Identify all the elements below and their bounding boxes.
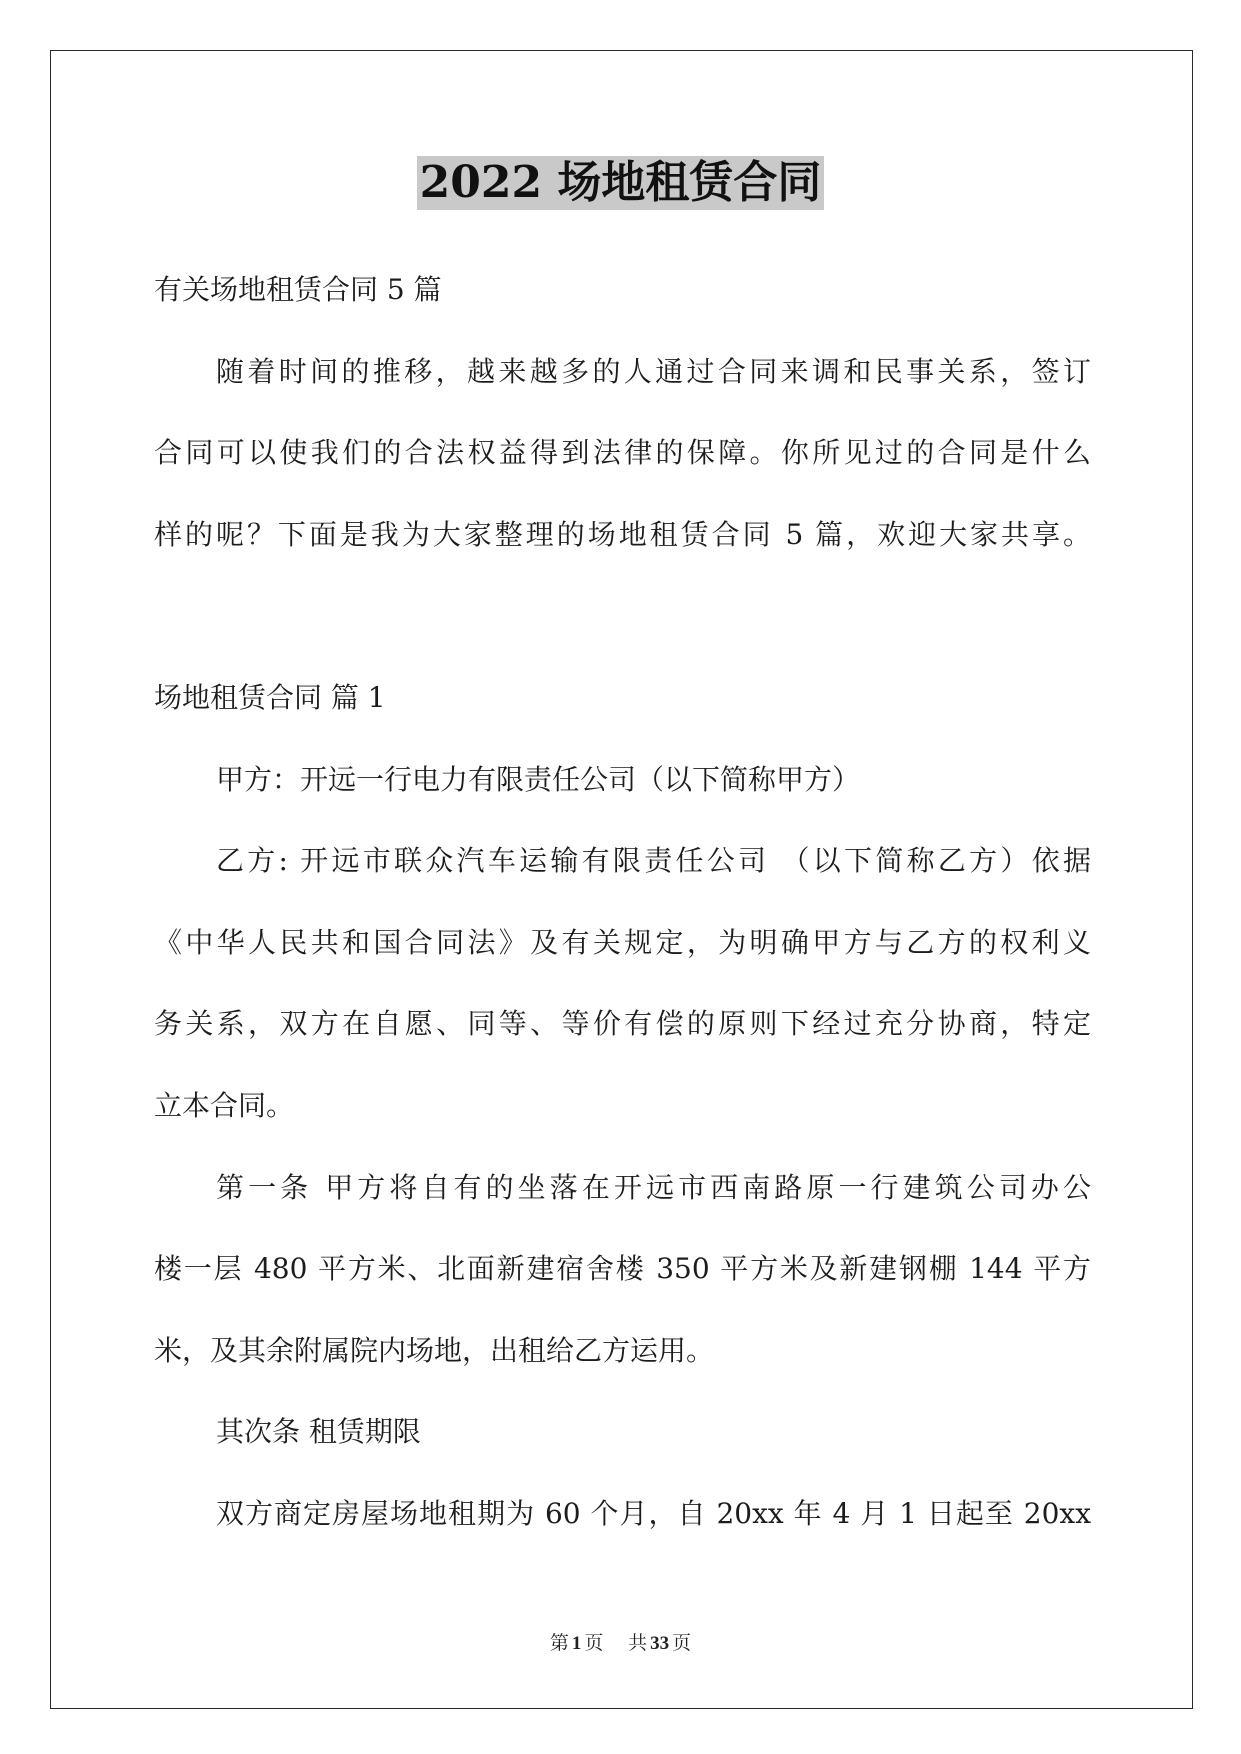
intro-paragraph	[154, 331, 1091, 576]
paragraph-line: 立本合同。	[154, 1088, 295, 1122]
article-1-paragraph	[154, 1147, 1091, 1392]
total-prefix: 共	[628, 1633, 648, 1654]
section-heading: 场地租赁合同 篇 1	[154, 680, 386, 714]
article-2-heading: 其次条 租赁期限	[216, 1415, 421, 1449]
document-title: 2022 场地租赁合同	[417, 156, 825, 210]
blank-line	[154, 575, 1091, 657]
paragraph-line: 米，及其余附属院内场地，出租给乙方运用。	[154, 1333, 715, 1367]
article-2-paragraph	[154, 1473, 1091, 1555]
party-b-paragraph	[154, 820, 1091, 1146]
document-body	[154, 249, 1091, 1555]
page-number: 1	[571, 1633, 582, 1654]
paragraph-line: 双方商定房屋场地租期为 60 个月，自 20xx 年 4 月 1 日起至 20xx	[216, 1496, 1091, 1530]
total-pages: 33	[650, 1633, 670, 1654]
title-container	[0, 156, 1241, 210]
page-number-label	[550, 1630, 604, 1658]
paragraph-line: 务关系，双方在自愿、同等、等价有偿的原则下经过充分协商，特定	[154, 1007, 1091, 1041]
paragraph-line: 《中华人民共和国合同法》及有关规定，为明确甲方与乙方的权利义	[154, 925, 1091, 959]
page-prefix: 第	[549, 1633, 569, 1654]
paragraph-line: 乙方: 开远市联众汽车运输有限责任公司 （以下简称乙方）依据	[216, 844, 1091, 878]
page-footer	[0, 1630, 1241, 1658]
total-suffix: 页	[672, 1633, 692, 1654]
paragraph-line: 随着时间的推移，越来越多的人通过合同来调和民事关系，签订	[216, 354, 1091, 388]
page-total-label	[628, 1630, 691, 1658]
document-subtitle: 有关场地租赁合同 5 篇	[154, 273, 442, 306]
paragraph-line: 样的呢？下面是我为大家整理的场地租赁合同 5 篇，欢迎大家共享。	[154, 517, 1091, 551]
party-a-line: 甲方：开远一行电力有限责任公司（以下简称甲方）	[216, 762, 861, 796]
page-suffix: 页	[584, 1633, 604, 1654]
paragraph-line: 第一条 甲方将自有的坐落在开远市西南路原一行建筑公司办公	[216, 1170, 1091, 1204]
paragraph-line: 楼一层 480 平方米、北面新建宿舍楼 350 平方米及新建钢棚 144 平方	[154, 1252, 1091, 1286]
paragraph-line: 合同可以使我们的合法权益得到法律的保障。你所见过的合同是什么	[154, 436, 1091, 470]
